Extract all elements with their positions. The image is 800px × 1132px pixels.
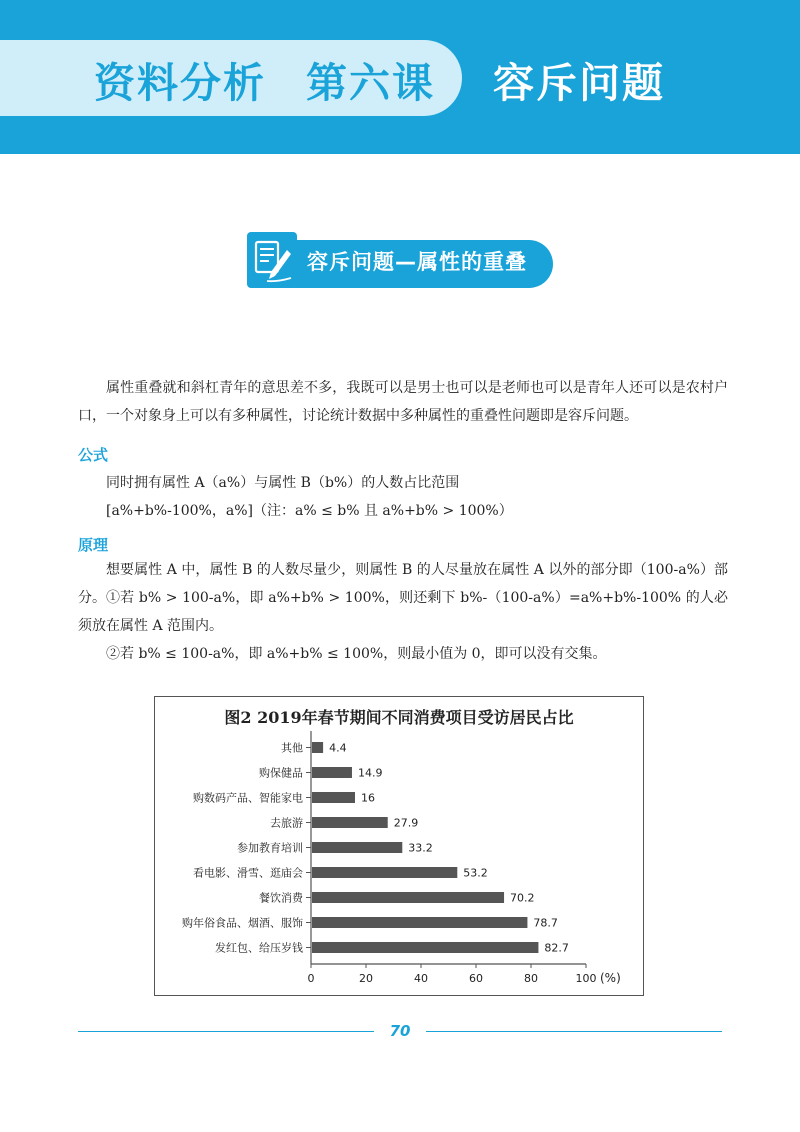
bar-chart <box>155 697 645 997</box>
category-label: 餐饮消费 <box>259 891 303 905</box>
banner-title: 容斥问题—属性的重叠 <box>307 250 527 274</box>
category-label: 看电影、滑雪、逛庙会 <box>193 866 303 880</box>
bar <box>312 792 355 803</box>
x-tick-label: 0 <box>307 972 315 985</box>
bar <box>312 742 323 753</box>
chart-frame <box>154 696 644 996</box>
lesson-topic: 容斥问题 <box>493 59 665 107</box>
chart-title: 图2 2019年春节期间不同消费项目受访居民占比 <box>224 708 574 727</box>
category-label: 参加教育培训 <box>237 841 303 855</box>
page-number: 70 <box>389 1022 411 1040</box>
value-label: 78.7 <box>533 916 558 930</box>
formula-line-1: 同时拥有属性 A（a%）与属性 B（b%）的人数占比范围 <box>106 475 460 491</box>
x-axis-unit: (%) <box>600 971 621 985</box>
header-left-title <box>94 50 435 109</box>
bar <box>312 867 457 878</box>
value-label: 4.4 <box>329 741 347 755</box>
bar <box>312 842 402 853</box>
intro-paragraph: 属性重叠就和斜杠青年的意思差不多，我既可以是男士也可以是老师也可以是青年人还可以是农村户口，一个对象身上可以有多种属性，讨论统计数据中多种属性的重叠性问题即是容斥问题。 <box>78 380 728 424</box>
bar <box>312 767 352 778</box>
value-label: 82.7 <box>544 941 569 955</box>
principle-heading: 原理 <box>78 536 109 554</box>
value-label: 27.9 <box>393 816 419 830</box>
principle-paragraph-1: 想要属性 A 中，属性 B 的人数尽量少，则属性 B 的人尽量放在属性 A 以外的部分即（100-a%）部分。 <box>78 562 728 606</box>
lesson-number: 第六课 <box>306 59 435 107</box>
formula-heading: 公式 <box>78 446 109 464</box>
section-banner <box>247 232 553 288</box>
value-label: 14.9 <box>357 766 383 780</box>
principle-paragraph-3: ②若 b% ≤ 100-a%，即 a%+b% ≤ 100%，则最小值为 0，即可以没有交集。 <box>106 646 607 662</box>
x-tick-label: 80 <box>524 972 538 985</box>
formula-line-2: [a%+b%-100%，a%]（注：a% ≤ b% 且 a%+b% > 100%） <box>106 503 513 519</box>
category-label: 购保健品 <box>259 766 303 780</box>
category-label: 去旅游 <box>270 816 303 830</box>
value-label: 70.2 <box>510 891 535 905</box>
x-tick-label: 100 <box>575 972 597 985</box>
value-label: 16 <box>361 791 375 805</box>
bar <box>312 942 538 953</box>
category-label: 购年俗食品、烟酒、服饰 <box>182 916 303 930</box>
footer-line-left <box>78 1031 374 1032</box>
category-label: 其他 <box>281 741 303 755</box>
bar <box>312 817 388 828</box>
x-tick-label: 40 <box>414 972 428 985</box>
pen-notepad-icon <box>253 236 295 284</box>
category-label: 购数码产品、智能家电 <box>193 791 303 805</box>
x-tick-label: 20 <box>359 972 373 985</box>
value-label: 33.2 <box>408 841 433 855</box>
course-title: 资料分析 <box>94 59 266 107</box>
bar <box>312 892 504 903</box>
principle-paragraph-2: ①若 b% > 100-a%，即 a%+b% > 100%，则还剩下 b%-（100-a%）=a%+b%-100% 的人必须放在属性 A 范围内。 <box>78 590 728 634</box>
value-label: 53.2 <box>463 866 488 880</box>
bar <box>312 917 527 928</box>
footer-line-right <box>426 1031 722 1032</box>
category-label: 发红包、给压岁钱 <box>215 941 303 955</box>
x-tick-label: 60 <box>469 972 483 985</box>
